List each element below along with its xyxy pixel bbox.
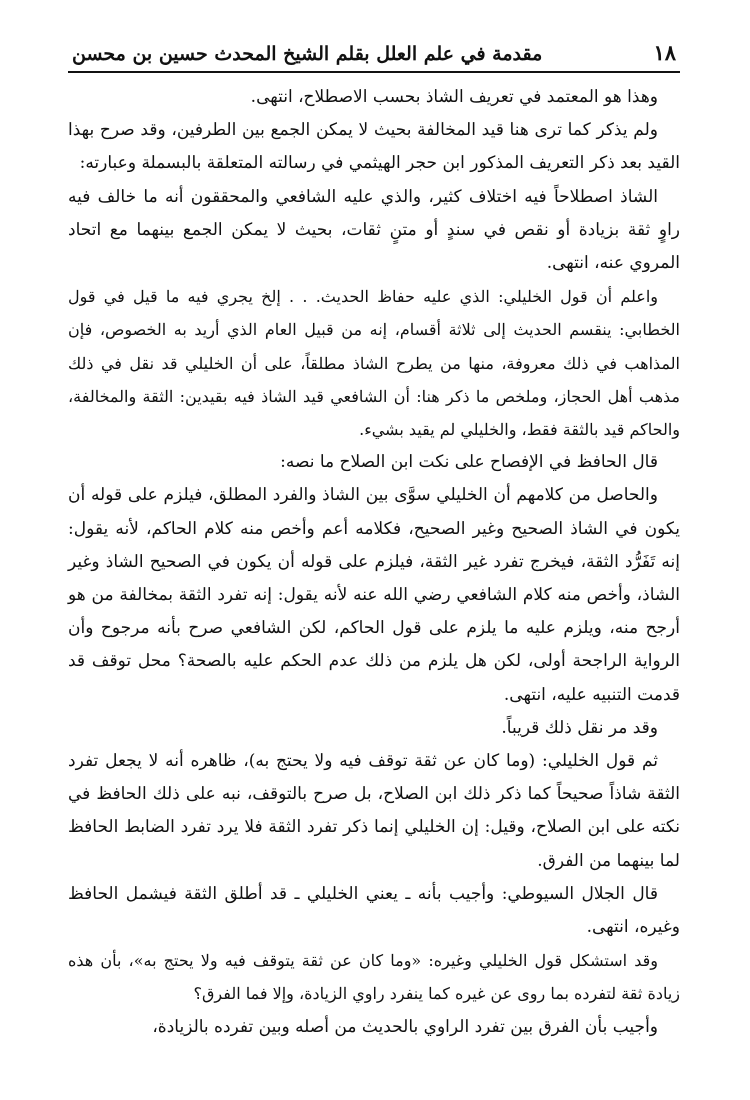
running-title: مقدمة في علم العلل بقلم الشيخ المحدث حسين بن محسن [72, 43, 543, 65]
paragraph: والحاصل من كلامهم أن الخليلي سوَّى بين الشاذ والفرد المطلق، فيلزم على قوله أن يكون في الشاذ الصحيح وغير الصحيح، فكلامه أعم وأخص منه كلام الحاكم، لأنه يقول: إنه تَفَرُّد الثقة، فيخرج تفرد غير الثقة، فيلزم على قوله أن يكون في الصحيح الشاذ وغير الشاذ، وأخص منه كلام الشافعي رضي الله عنه لأنه يقول: إنه تفرد الثقة بمخالفة من هو أرجح منه، ويلزم عليه ما يلزم على قول الحاكم، لكن الشافعي صرح بأنه مرجوح وأن الرواية الراجحة أولى، لكن هل يلزم من ذلك عدم الحكم عليه بالصحة؟ محل توقف قد قدمت التنبيه عليه، انتهى. [68, 485, 680, 705]
paragraph: الشاذ اصطلاحاً فيه اختلاف كثير، والذي عليه الشافعي والمحققون أنه ما خالف فيه راوٍ ثقة بزيادة أو نقص في سندٍ أو متنٍ ثقات، بحيث لا يمكن الجمع بينهما مع اتحاد المروي عنه، انتهى. [68, 186, 680, 274]
paragraph: واعلم أن قول الخليلي: الذي عليه حفاظ الحديث. . . إلخ يجري فيه ما قيل في قول الخطابي: ينقسم الحديث إلى ثلاثة أقسام، إنه من قبيل العام الذي أريد به الخصوص، فإن المذاهب في ذلك معروفة، منها من يطرح الشاذ مطلقاً، على أن الخليلي قد نقل في ذلك مذهب أهل الحجاز، وملخص ما ذكر هنا: أن الشافعي قيد الشاذ فيه بقيدين: الثقة والمخالفة، والحاكم قيد بالثقة فقط، والخليلي لم يقيد بشيء. [68, 287, 680, 440]
body-text [68, 81, 680, 1044]
paragraph: قال الجلال السيوطي: وأجيب بأنه ـ يعني الخليلي ـ قد أطلق الثقة فيشمل الحافظ وغيره، انتهى. [68, 883, 680, 938]
running-header [68, 40, 680, 73]
paragraph: وأجيب بأن الفرق بين تفرد الراوي بالحديث من أصله وبين تفرده بالزيادة، [152, 1016, 658, 1037]
paragraph: ثم قول الخليلي: (وما كان عن ثقة توقف فيه ولا يحتج به)، ظاهره أنه لا يجعل تفرد الثقة شاذاً صحيحاً كما ذكر ذلك ابن الصلاح، بل صرح بالتوقف، نبه على ذلك الحافظ في نكته على ابن الصلاح، وقيل: إن الخليلي إنما ذكر تفرد الثقة فلا يرد تفرد الضابط الحافظ لما بينهما من الفرق. [68, 751, 680, 871]
paragraph: وقد مر نقل ذلك قريباً. [501, 717, 658, 738]
paragraph: وقد استشكل قول الخليلي وغيره: «وما كان عن ثقة يتوقف فيه ولا يحتج به»، بأن هذه زيادة ثقة لتفرده بما روى عن غيره كما ينفرد راوي الزيادة، وإلا فما الفرق؟ [68, 951, 680, 1004]
page-number: ١٨ [653, 40, 676, 65]
paragraph: ولم يذكر كما ترى هنا قيد المخالفة بحيث لا يمكن الجمع بين الطرفين، وقد صرح بهذا القيد بعد ذكر التعريف المذكور ابن حجر الهيثمي في رسالته المتعلقة بالبسملة وعبارته: [68, 120, 680, 174]
paragraph: قال الحافظ في الإفصاح على نكت ابن الصلاح ما نصه: [280, 452, 658, 473]
paragraph: وهذا هو المعتمد في تعريف الشاذ بحسب الاصطلاح، انتهى. [250, 87, 658, 107]
